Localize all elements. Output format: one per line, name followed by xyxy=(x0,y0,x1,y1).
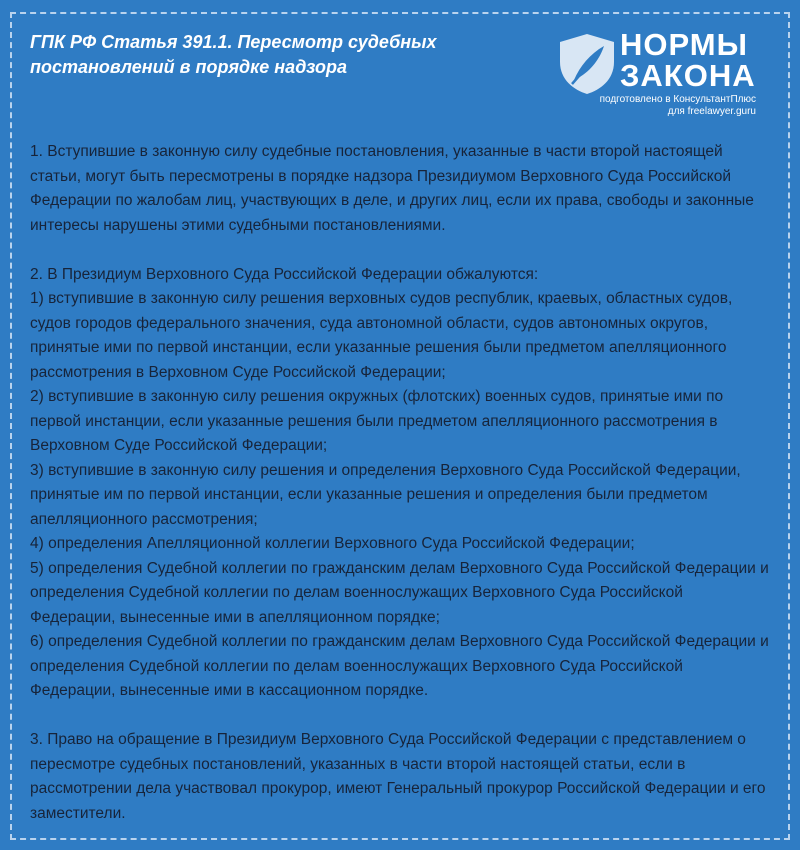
logo-subtitle-2: для freelawyer.guru xyxy=(667,106,756,117)
paragraph-1: 1. Вступившие в законную силу судебные постановления, указанные в части второй настоящей статьи, могут быть пересмотрены в порядке надзора Президиумом Верховного Суда Российской Федерации по жалобам лиц, участвующих в деле, и других лиц, если их права, свободы и законные интересы нарушены этими судебными постановлениями. xyxy=(30,143,754,234)
page-title xyxy=(30,30,450,80)
shield-feather-icon xyxy=(556,32,618,96)
logo-text-line-2: ЗАКОНА xyxy=(620,58,756,93)
paragraph-2-intro: 2. В Президиум Верховного Суда Российской Федерации обжалуются: xyxy=(30,265,539,283)
list-item: 2) вступившие в законную силу решения окружных (флотских) военных судов, принятые ими по первой инстанции, если указанные решения были предметом апелляционного рассмотрения в Верховном Суде Российской Федерации; xyxy=(30,388,724,454)
logo-subtitle-1: подготовлено в КонсультантПлюс xyxy=(599,94,756,105)
list-item: 6) определения Судебной коллегии по гражданским делам Верховного Суда Российской Федерации и определения Судебной коллегии по делам военнослужащих Верховного Суда Российской Федерации, вынесенные ими в кассационном порядке. xyxy=(30,633,769,699)
list-item: 1) вступившие в законную силу решения верховных судов республик, краевых, областных судов, судов городов федерального значения, суда автономной области, судов автономных округов, принятые ими по первой инстанции, если указанные решения были предметом апелляционного рассмотрения в Верховном Суде Российской Федерации; xyxy=(30,290,733,381)
list-item: 3) вступившие в законную силу решения и определения Верховного Суда Российской Федерации, принятые им по первой инстанции, если указанные решения и определения были предметом апелляционного рассмотрения; xyxy=(30,461,741,528)
list-item: 5) определения Судебной коллегии по гражданским делам Верховного Суда Российской Федерации и определения Судебной коллегии по делам военнослужащих Верховного Суда Российской Федерации, вынесенные ими в апелляционном порядке; xyxy=(30,559,769,626)
logo-text-line-1: НОРМЫ xyxy=(620,27,748,62)
site-logo xyxy=(556,28,756,118)
article-body xyxy=(30,140,770,826)
title-line-2: постановлений в порядке надзора xyxy=(30,57,348,77)
title-line-1: ГПК РФ Статья 391.1. Пересмотр судебных xyxy=(30,32,437,52)
paragraph-3: 3. Право на обращение в Президиум Верховного Суда Российской Федерации с представлением о пересмотре судебных постановлений, указанных в части второй настоящей статьи, если в рассмотрении дела участвовал прокурор, имеют Генеральный прокурор Российской Федерации и его заместители. xyxy=(30,731,766,822)
list-item: 4) определения Апелляционной коллегии Верховного Суда Российской Федерации; xyxy=(30,535,635,552)
